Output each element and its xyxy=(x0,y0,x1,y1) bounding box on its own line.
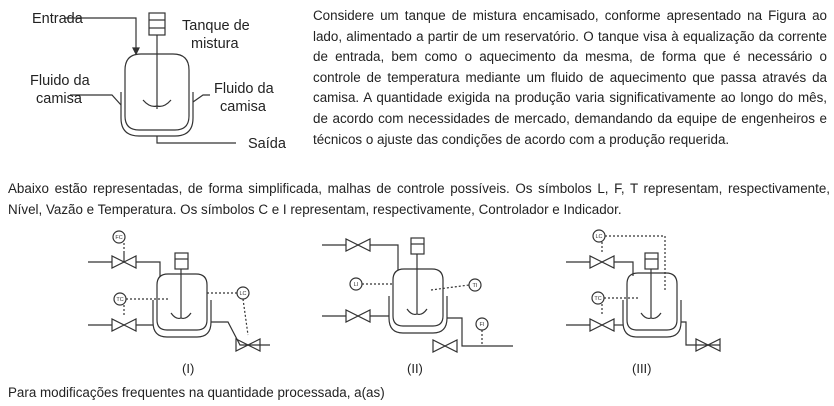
label-tanque-1: Tanque de xyxy=(182,18,250,34)
scheme-III xyxy=(566,230,720,351)
scheme-label-III: (III) xyxy=(632,361,652,376)
instrument-label: TI xyxy=(472,283,478,289)
label-fluido-right-1: Fluido da xyxy=(214,81,274,97)
question-stem: Para modificações frequentes na quantidade processada, a(as) xyxy=(8,385,385,400)
instrument-label: LC xyxy=(239,291,247,297)
control-paragraph: Abaixo estão representadas, de forma simplificada, malhas de controle possíveis. Os símbolos L, F, T representam, respectivamente, Nível, Vazão e Temperatura. Os símbolos C e I representam, respectivamente, Controlador e Indicador. xyxy=(8,181,830,217)
motor xyxy=(149,13,165,35)
instrument-label: LI xyxy=(353,282,359,288)
label-saida: Saída xyxy=(248,136,286,152)
label-entrada: Entrada xyxy=(32,11,83,27)
label-fluido-left-2: camisa xyxy=(36,91,82,107)
scheme-II xyxy=(322,238,513,352)
label-tanque-2: mistura xyxy=(191,36,239,52)
instrument-label: FC xyxy=(115,235,123,241)
label-fluido-right-2: camisa xyxy=(220,99,266,115)
scheme-label-II: (II) xyxy=(407,361,423,376)
instrument-label: TC xyxy=(594,296,602,302)
instrument-label: LC xyxy=(595,234,603,240)
scheme-label-I: (I) xyxy=(182,361,195,376)
intro-paragraph: Considere um tanque de mistura encamisado, conforme apresentado na Figura ao lado, alimentado a partir de um reservatório. O tanque visa à equalização da corrente de entrada, bem como o aquecimento da mesma, de forma que é necessário o controle de temperatura mediante um fluido de aquecimento que passa através da camisa. A quantidade exigida na produção varia significativamente ao longo do mês, de acordo com necessidades de mercado, demandando da equipe de engenheiros e técnicos o ajuste das condições de acordo com a produção requerida. xyxy=(313,8,827,147)
label-fluido-left-1: Fluido da xyxy=(30,73,90,89)
instrument-label: TC xyxy=(116,297,124,303)
instrument-label: FI xyxy=(479,322,485,328)
